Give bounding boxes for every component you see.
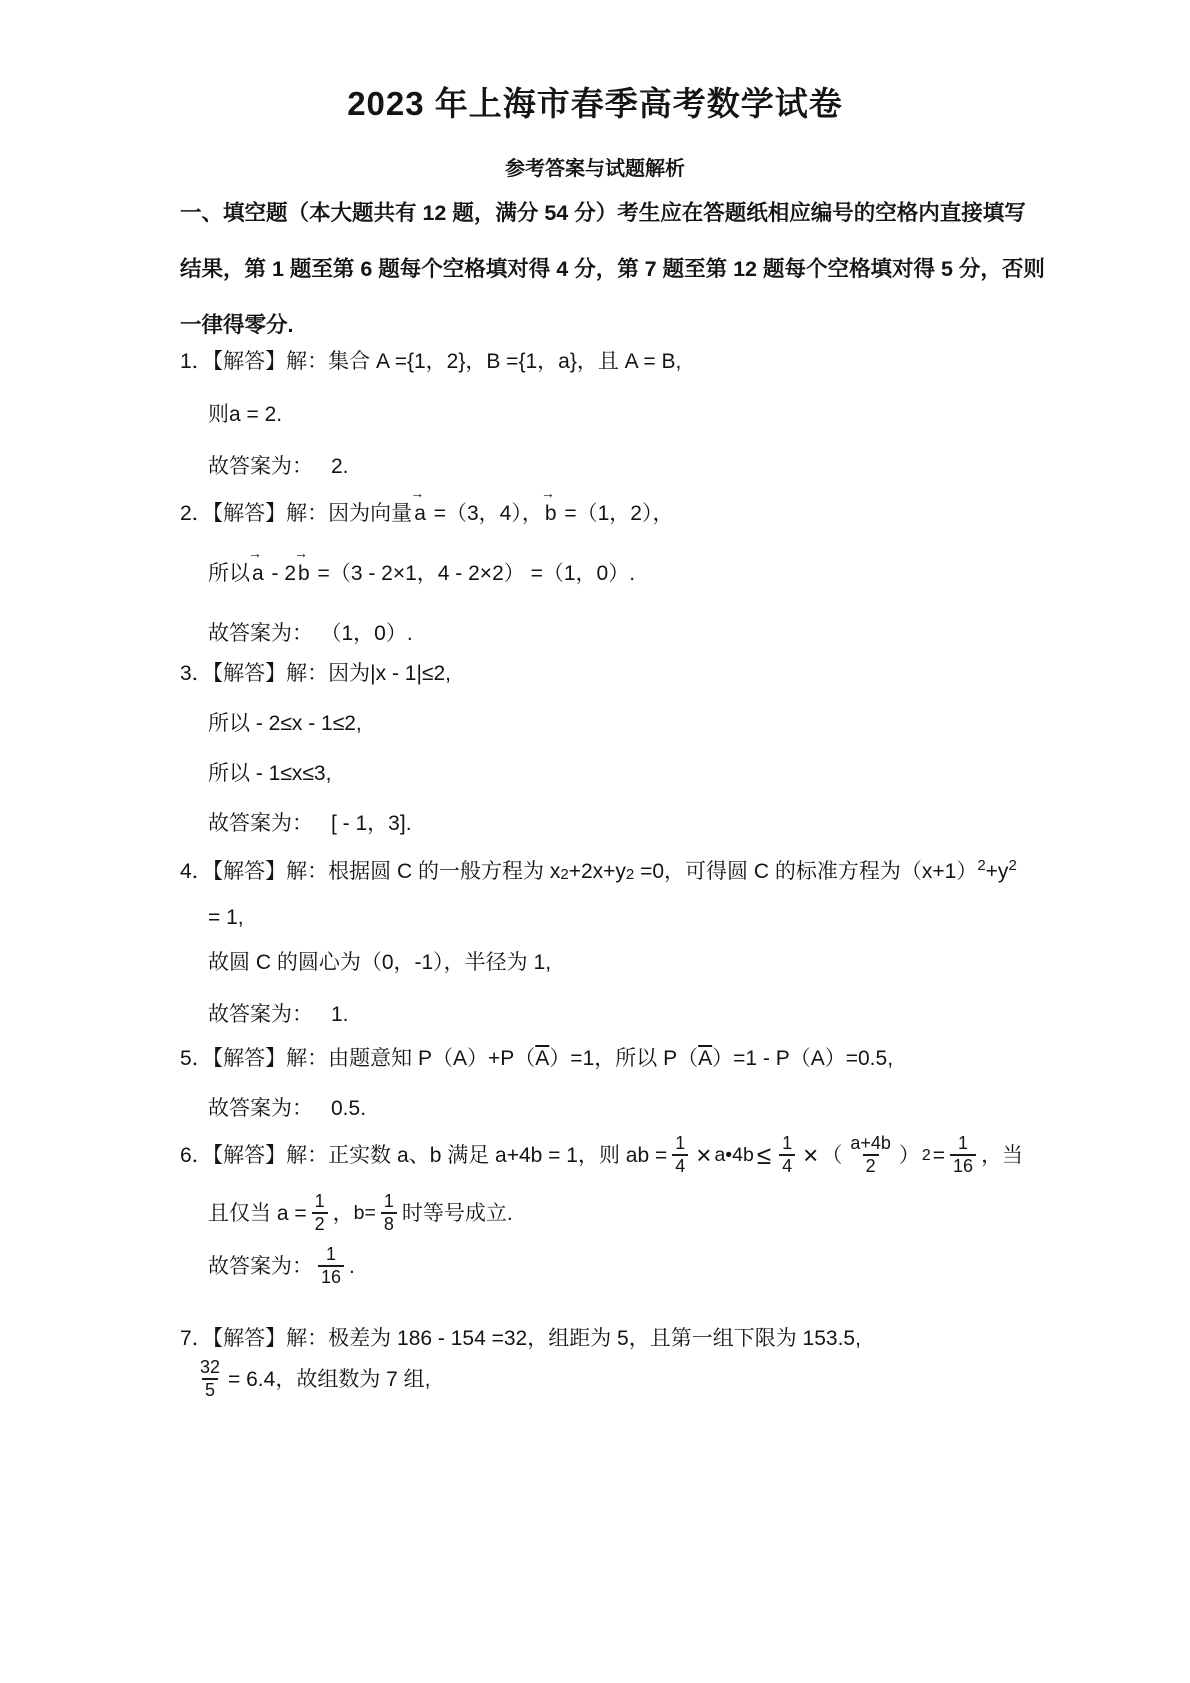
q3-answer-line — [208, 810, 412, 837]
q3-line-3: 所以 - 1≤x≤3, — [208, 762, 332, 785]
answer-label: 故答案为： — [208, 1097, 313, 1120]
q7-line-1: 7．【解答】解：极差为 186 - 154 =32，组距为 5，且第一组下限为 153.5, — [180, 1327, 861, 1350]
q1-answer-line — [208, 453, 349, 480]
q5-answer-line — [208, 1095, 366, 1122]
q2-line-1: 2．【解答】解：因为向量 → a =（3，4）， → b =（1，2）， — [180, 485, 674, 525]
fraction: $\frac{1}{4}$ — [779, 1133, 795, 1177]
vector-a: → a — [410, 485, 426, 525]
q6-line-1: 6．【解答】解：正实数 a、b 满足 a+4b = 1，则 ab = $\frac{1}{4}$ × a•4b ≤ $\frac{1}{4}$ × （ $\frac{a+4b}{2}$ ） 2 = $\frac{1}{16}$ ，当 — [180, 1133, 1024, 1176]
q4-line-3: 故圆 C 的圆心为（0，-1），半径为 1, — [208, 951, 552, 974]
vector-arrow-icon: → — [540, 485, 554, 501]
q5-line-1: 5．【解答】解：由题意知 $P(A)+P(\overline{A})=1$，所以 $P(\overline{A})=1 - P(A)=0.5$, — [180, 1047, 894, 1070]
page-title: 2023 年上海市春季高考数学试卷 — [347, 85, 843, 122]
q3-line-2: 所以 - 2≤x - 1≤2, — [208, 712, 362, 735]
q7-line-2: $\frac{32}{5}$ = 6.4，故组数为 7 组, — [192, 1352, 431, 1406]
fraction: $\frac{32}{5}$ — [200, 1357, 221, 1400]
q1-line-2: 则a = 2. — [208, 403, 283, 426]
q2-line-1-text: 2．【解答】解：因为向量 — [180, 502, 413, 525]
section-intro-line-3: 一律得零分. — [180, 313, 294, 337]
fraction: $\frac{a+4b}{2}$ — [850, 1133, 891, 1176]
q2-answer-line — [208, 620, 413, 647]
answer-value: [ - 1，3]. — [331, 812, 412, 835]
vector-arrow-icon: → — [248, 545, 261, 561]
section-intro-line-1: 一、填空题（本大题共有 12 题，满分 54 分）考生应在答题纸相应编号的空格内直接填写 — [180, 201, 1026, 225]
superscript: 2 — [977, 857, 986, 874]
less-equal-sign: ≤ — [756, 1139, 772, 1170]
q2-line-2: 所以 → a - 2 → b =（3 - 2×1，4 - 2×2） =（1，0）. — [208, 545, 636, 585]
vector-b: → b — [294, 545, 310, 585]
q6-answer-line: 故答案为： $\frac{1}{16}$ . — [208, 1244, 355, 1287]
answer-value: （1，0）. — [331, 622, 413, 645]
subscript: 2 — [625, 866, 635, 883]
section-intro-line-2: 结果，第 1 题至第 6 题每个空格填对得 4 分，第 7 题至第 12 题每个空格填对得 5 分，否则 — [180, 257, 1045, 281]
q6-line-2: 且仅当 a = $\frac{1}{2}$ ， b= $\frac{1}{8}$ 时等号成立. — [208, 1191, 513, 1234]
superscript: 2 — [1008, 857, 1017, 874]
times-sign: × — [696, 1139, 712, 1170]
answer-label: 故答案为： — [208, 622, 313, 645]
q4-line-1: 4．【解答】解：根据圆 C 的一般方程为 x2+2x+y2 =0，可得圆 C 的标准方程为$(x+1)^2+y^2$ — [180, 857, 1017, 883]
q4-line-2: = 1, — [208, 906, 244, 929]
page-subtitle: 参考答案与试题解析 — [505, 158, 685, 180]
answer-label: 故答案为： — [208, 1254, 313, 1278]
times-sign: × — [803, 1139, 819, 1170]
fraction: $\frac{1}{4}$ — [672, 1133, 688, 1177]
vector-arrow-icon: → — [410, 485, 424, 501]
answer-value: 1. — [331, 1003, 349, 1026]
q3-line-1: 3．【解答】解：因为|x - 1|≤2, — [180, 662, 451, 685]
fraction: $\frac{1}{8}$ — [381, 1191, 397, 1235]
q4-answer-line — [208, 1001, 349, 1028]
answer-value: 2. — [331, 455, 349, 478]
answer-label: 故答案为： — [208, 1003, 313, 1026]
q1-line-1: 1．【解答】解：集合 A ={1，2}，B ={1，a}，且 A = B, — [180, 350, 682, 373]
a-complement-overline: $\overline{A}$ — [698, 1047, 713, 1070]
fraction: $\frac{1}{16}$ — [950, 1133, 976, 1177]
vector-a: → a — [248, 545, 264, 585]
a-complement-overline: $\overline{A}$ — [535, 1047, 550, 1070]
fraction: $\frac{1}{16}$ — [318, 1244, 344, 1288]
fraction: $\frac{1}{2}$ — [312, 1191, 328, 1235]
vector-arrow-icon: → — [294, 545, 308, 561]
superscript: 2 — [921, 1146, 931, 1164]
vector-b: → b — [540, 485, 557, 525]
subscript: 2 — [560, 866, 569, 883]
answer-value: 0.5. — [331, 1097, 367, 1120]
answer-label: 故答案为： — [208, 812, 313, 835]
answer-label: 故答案为： — [208, 455, 313, 478]
